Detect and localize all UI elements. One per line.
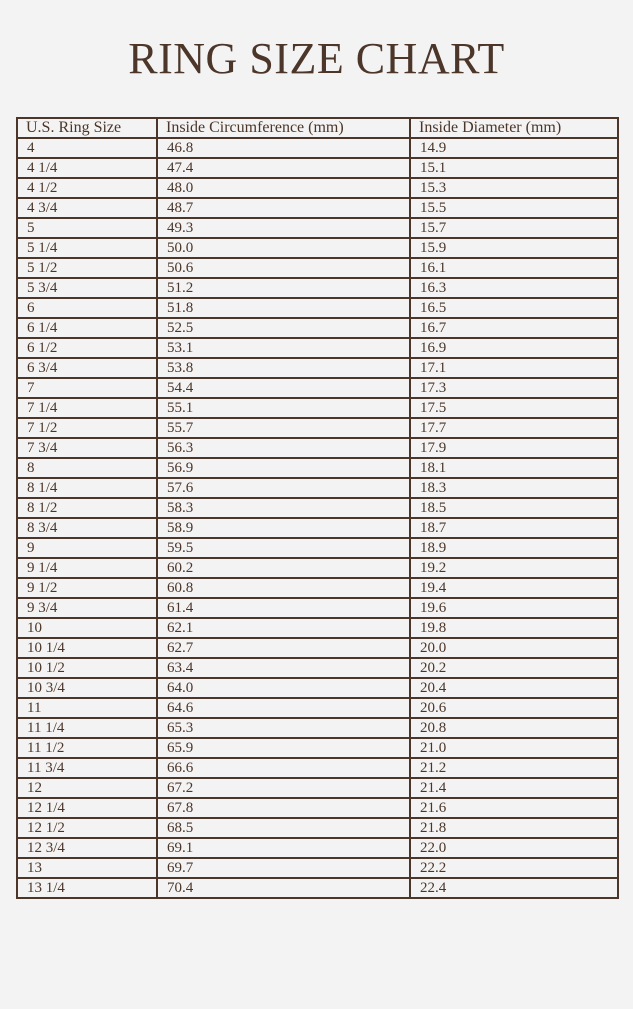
table-row	[17, 298, 618, 318]
diameter-cell: 15.3	[410, 178, 618, 198]
diameter-cell: 20.2	[410, 658, 618, 678]
table-row	[17, 678, 618, 698]
diameter-cell: 21.8	[410, 818, 618, 838]
table-row	[17, 658, 618, 678]
diameter-cell: 15.5	[410, 198, 618, 218]
circumference-cell: 58.3	[157, 498, 410, 518]
diameter-cell: 21.0	[410, 738, 618, 758]
table-row	[17, 698, 618, 718]
ring-size-cell: 12 3/4	[17, 838, 157, 858]
circumference-cell: 57.6	[157, 478, 410, 498]
diameter-cell: 17.7	[410, 418, 618, 438]
circumference-cell: 70.4	[157, 878, 410, 898]
ring-size-cell: 5 1/4	[17, 238, 157, 258]
table-row	[17, 758, 618, 778]
diameter-cell: 18.7	[410, 518, 618, 538]
circumference-cell: 65.9	[157, 738, 410, 758]
table-row	[17, 858, 618, 878]
circumference-cell: 55.7	[157, 418, 410, 438]
page-title: RING SIZE CHART	[128, 34, 505, 83]
circumference-cell: 66.6	[157, 758, 410, 778]
table-row	[17, 398, 618, 418]
diameter-cell: 16.9	[410, 338, 618, 358]
table-row	[17, 158, 618, 178]
diameter-cell: 17.3	[410, 378, 618, 398]
circumference-cell: 56.9	[157, 458, 410, 478]
ring-size-cell: 11 1/4	[17, 718, 157, 738]
ring-size-cell: 4 1/4	[17, 158, 157, 178]
ring-size-cell: 8 1/4	[17, 478, 157, 498]
diameter-cell: 20.0	[410, 638, 618, 658]
diameter-cell: 17.5	[410, 398, 618, 418]
circumference-cell: 68.5	[157, 818, 410, 838]
table-row	[17, 718, 618, 738]
table-row	[17, 638, 618, 658]
column-header-diameter: Inside Diameter (mm)	[410, 118, 618, 138]
table-row	[17, 178, 618, 198]
circumference-cell: 58.9	[157, 518, 410, 538]
table-row	[17, 438, 618, 458]
circumference-cell: 62.7	[157, 638, 410, 658]
table-row	[17, 278, 618, 298]
circumference-cell: 48.0	[157, 178, 410, 198]
ring-size-cell: 11 1/2	[17, 738, 157, 758]
diameter-cell: 16.3	[410, 278, 618, 298]
diameter-cell: 19.4	[410, 578, 618, 598]
ring-size-cell: 9 1/2	[17, 578, 157, 598]
table-row	[17, 218, 618, 238]
ring-size-cell: 10 1/4	[17, 638, 157, 658]
table-row	[17, 578, 618, 598]
circumference-cell: 53.8	[157, 358, 410, 378]
diameter-cell: 20.4	[410, 678, 618, 698]
ring-size-cell: 13 1/4	[17, 878, 157, 898]
circumference-cell: 55.1	[157, 398, 410, 418]
diameter-cell: 15.9	[410, 238, 618, 258]
circumference-cell: 54.4	[157, 378, 410, 398]
ring-size-cell: 10 1/2	[17, 658, 157, 678]
circumference-cell: 49.3	[157, 218, 410, 238]
circumference-cell: 67.8	[157, 798, 410, 818]
circumference-cell: 69.1	[157, 838, 410, 858]
table-row	[17, 598, 618, 618]
ring-size-cell: 7	[17, 378, 157, 398]
diameter-cell: 20.8	[410, 718, 618, 738]
diameter-cell: 16.5	[410, 298, 618, 318]
ring-size-cell: 4 3/4	[17, 198, 157, 218]
diameter-cell: 15.1	[410, 158, 618, 178]
ring-size-cell: 13	[17, 858, 157, 878]
table-row	[17, 738, 618, 758]
ring-size-cell: 10 3/4	[17, 678, 157, 698]
ring-size-cell: 7 1/2	[17, 418, 157, 438]
table-row	[17, 198, 618, 218]
ring-size-cell: 11 3/4	[17, 758, 157, 778]
ring-size-cell: 5 3/4	[17, 278, 157, 298]
ring-size-cell: 8 1/2	[17, 498, 157, 518]
ring-size-cell: 6 1/2	[17, 338, 157, 358]
diameter-cell: 21.6	[410, 798, 618, 818]
circumference-cell: 65.3	[157, 718, 410, 738]
circumference-cell: 48.7	[157, 198, 410, 218]
circumference-cell: 62.1	[157, 618, 410, 638]
ring-size-cell: 9	[17, 538, 157, 558]
diameter-cell: 18.5	[410, 498, 618, 518]
table-row	[17, 458, 618, 478]
column-header-circumference: Inside Circumference (mm)	[157, 118, 410, 138]
table-row	[17, 538, 618, 558]
diameter-cell: 19.2	[410, 558, 618, 578]
ring-size-cell: 9 1/4	[17, 558, 157, 578]
table-row	[17, 238, 618, 258]
diameter-cell: 19.8	[410, 618, 618, 638]
table-row	[17, 818, 618, 838]
ring-size-cell: 8	[17, 458, 157, 478]
circumference-cell: 53.1	[157, 338, 410, 358]
diameter-cell: 22.4	[410, 878, 618, 898]
ring-size-cell: 6 3/4	[17, 358, 157, 378]
ring-size-cell: 8 3/4	[17, 518, 157, 538]
ring-size-cell: 4 1/2	[17, 178, 157, 198]
circumference-cell: 69.7	[157, 858, 410, 878]
table-body	[17, 138, 618, 898]
column-header-ring-size: U.S. Ring Size	[17, 118, 157, 138]
table-row	[17, 318, 618, 338]
circumference-cell: 60.2	[157, 558, 410, 578]
circumference-cell: 59.5	[157, 538, 410, 558]
ring-size-cell: 4	[17, 138, 157, 158]
ring-size-cell: 6	[17, 298, 157, 318]
table-header-row	[17, 118, 618, 138]
circumference-cell: 67.2	[157, 778, 410, 798]
ring-size-cell: 9 3/4	[17, 598, 157, 618]
table-row	[17, 798, 618, 818]
ring-size-cell: 10	[17, 618, 157, 638]
ring-size-cell: 12 1/4	[17, 798, 157, 818]
diameter-cell: 20.6	[410, 698, 618, 718]
circumference-cell: 61.4	[157, 598, 410, 618]
diameter-cell: 18.1	[410, 458, 618, 478]
diameter-cell: 17.9	[410, 438, 618, 458]
diameter-cell: 22.0	[410, 838, 618, 858]
table-row	[17, 138, 618, 158]
circumference-cell: 64.0	[157, 678, 410, 698]
table-row	[17, 618, 618, 638]
table-row	[17, 478, 618, 498]
diameter-cell: 16.7	[410, 318, 618, 338]
table-row	[17, 498, 618, 518]
ring-size-cell: 5	[17, 218, 157, 238]
circumference-cell: 51.8	[157, 298, 410, 318]
circumference-cell: 50.6	[157, 258, 410, 278]
circumference-cell: 50.0	[157, 238, 410, 258]
ring-size-cell: 11	[17, 698, 157, 718]
table-row	[17, 558, 618, 578]
table-row	[17, 338, 618, 358]
diameter-cell: 19.6	[410, 598, 618, 618]
table-row	[17, 258, 618, 278]
circumference-cell: 56.3	[157, 438, 410, 458]
circumference-cell: 64.6	[157, 698, 410, 718]
table-row	[17, 838, 618, 858]
table-row	[17, 378, 618, 398]
diameter-cell: 15.7	[410, 218, 618, 238]
diameter-cell: 21.2	[410, 758, 618, 778]
ring-size-cell: 7 3/4	[17, 438, 157, 458]
diameter-cell: 16.1	[410, 258, 618, 278]
ring-size-cell: 5 1/2	[17, 258, 157, 278]
ring-size-cell: 7 1/4	[17, 398, 157, 418]
ring-size-cell: 6 1/4	[17, 318, 157, 338]
diameter-cell: 18.3	[410, 478, 618, 498]
circumference-cell: 63.4	[157, 658, 410, 678]
diameter-cell: 18.9	[410, 538, 618, 558]
circumference-cell: 51.2	[157, 278, 410, 298]
diameter-cell: 17.1	[410, 358, 618, 378]
diameter-cell: 21.4	[410, 778, 618, 798]
table-row	[17, 778, 618, 798]
circumference-cell: 52.5	[157, 318, 410, 338]
table-row	[17, 358, 618, 378]
ring-size-cell: 12	[17, 778, 157, 798]
circumference-cell: 47.4	[157, 158, 410, 178]
ring-size-cell: 12 1/2	[17, 818, 157, 838]
circumference-cell: 46.8	[157, 138, 410, 158]
ring-size-table	[16, 117, 619, 899]
circumference-cell: 60.8	[157, 578, 410, 598]
diameter-cell: 14.9	[410, 138, 618, 158]
diameter-cell: 22.2	[410, 858, 618, 878]
table-row	[17, 878, 618, 898]
table-row	[17, 418, 618, 438]
table-row	[17, 518, 618, 538]
